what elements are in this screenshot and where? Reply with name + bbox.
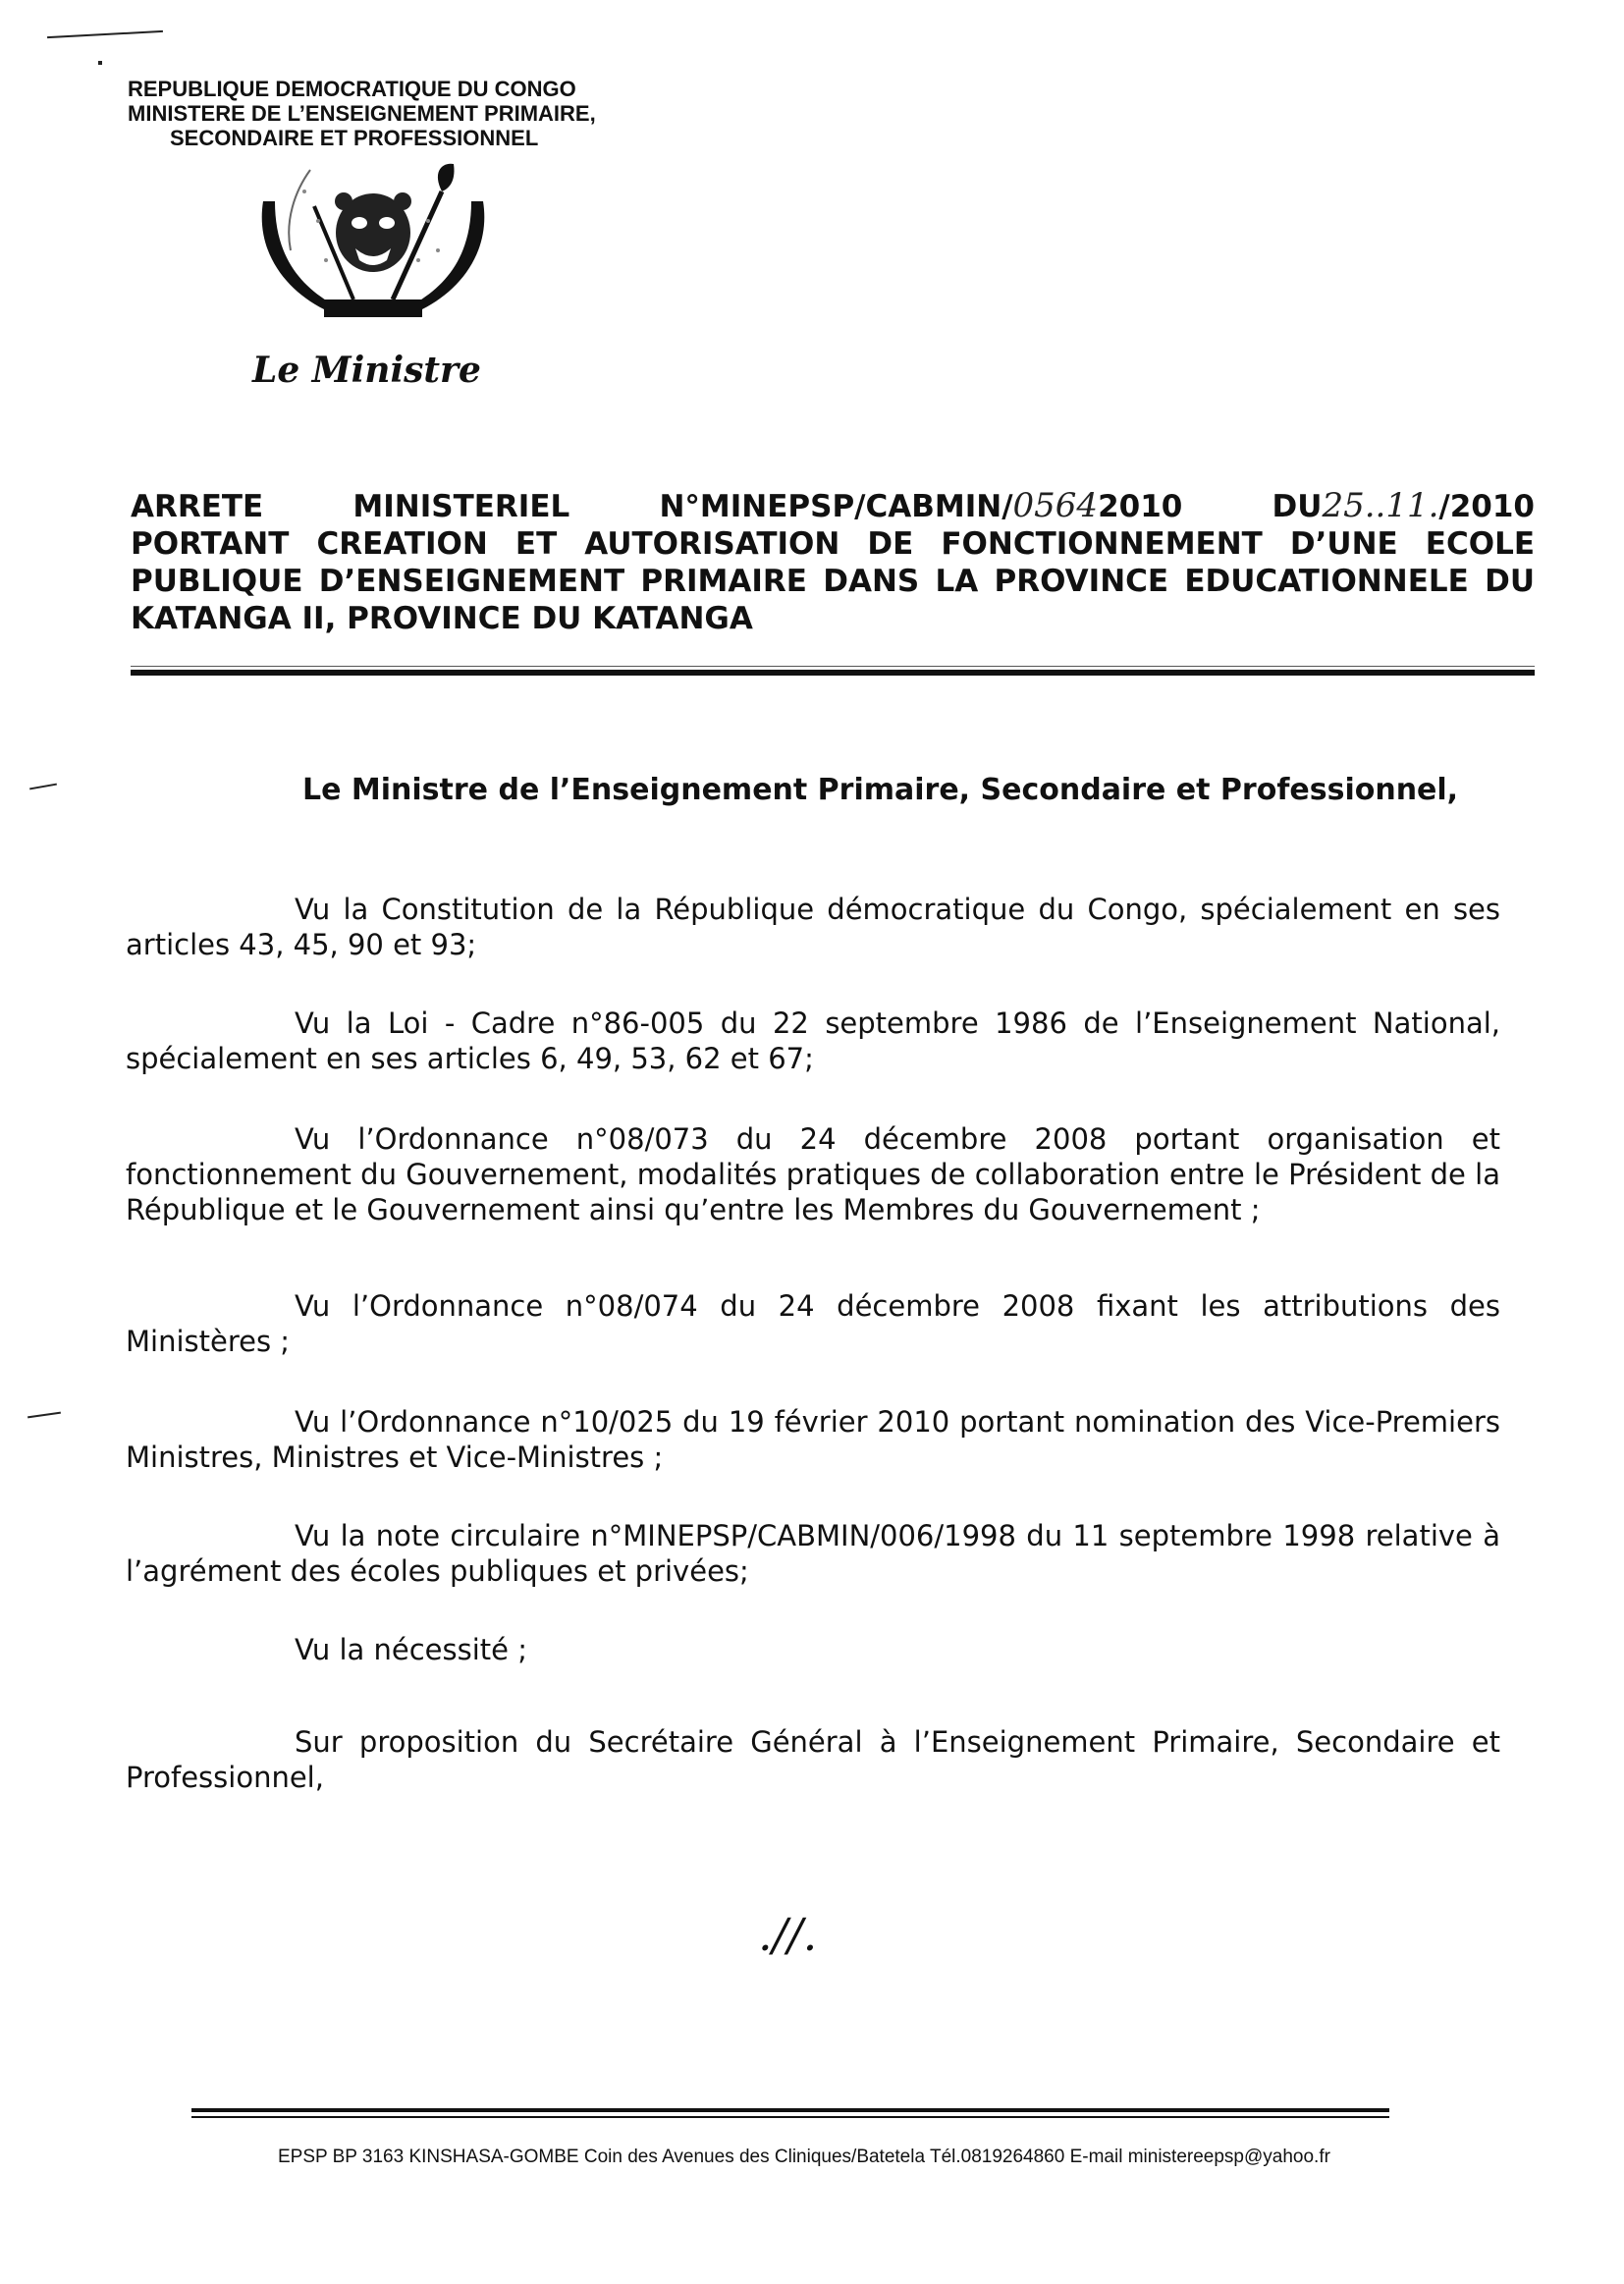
decree-title-line2: PORTANT CREATION ET AUTORISATION DE FONCTIONNEMENT D’UNE ECOLE (131, 526, 1535, 562)
recital-paragraph: Vu l’Ordonnance n°08/074 du 24 décembre 2008 fixant les attributions des Ministères ; (126, 1289, 1500, 1358)
decree-number: N°MINEPSP/CABMIN/05642010 (659, 486, 1183, 525)
scan-mark (47, 30, 163, 38)
recital-paragraph: Vu la note circulaire n°MINEPSP/CABMIN/006/1998 du 11 septembre 1998 relative à l’agrément des écoles publiques et privées; (126, 1519, 1500, 1588)
scan-mark (98, 61, 102, 65)
footer-divider-thin (191, 2116, 1389, 2118)
decree-title-line3: PUBLIQUE D’ENSEIGNEMENT PRIMAIRE DANS LA PROVINCE EDUCATIONNELE DU (131, 564, 1535, 599)
footer-divider (191, 2108, 1389, 2112)
scan-mark (27, 1412, 61, 1419)
title-divider (131, 670, 1535, 676)
recital-paragraph: Sur proposition du Secrétaire Général à l’Enseignement Primaire, Secondaire et Professionnel, (126, 1725, 1500, 1794)
letterhead-ministry: MINISTERE DE L’ENSEIGNEMENT PRIMAIRE, (128, 101, 596, 126)
recital-paragraph: Vu la Loi - Cadre n°86-005 du 22 septembre 1986 de l’Enseignement National, spécialement en ses articles 6, 49, 53, 62 et 67; (126, 1006, 1500, 1075)
decree-word-ministeriel: MINISTERIEL (352, 489, 570, 524)
title-divider-thin (131, 666, 1535, 667)
decree-date-handwritten: 25..11. (1322, 486, 1439, 525)
recital-paragraph: Vu l’Ordonnance n°08/073 du 24 décembre 2008 portant organisation et fonctionnement du Gouvernement, modalités pratiques de collaboration entre le Président de la République et le Gouvernement ainsi qu’entre les Membres du Gouvernement ; (126, 1122, 1500, 1226)
footer-contact: EPSP BP 3163 KINSHASA-GOMBE Coin des Avenues des Cliniques/Batetela Tél.0819264860 E-mail ministereepsp@yahoo.fr (278, 2147, 1330, 2167)
decree-word-arrete: ARRETE (131, 489, 264, 524)
decree-title-line4: KATANGA II, PROVINCE DU KATANGA (131, 601, 753, 636)
letterhead-ministry-cont: SECONDAIRE ET PROFESSIONNEL (170, 126, 539, 150)
leopard-coat-of-arms-icon (245, 162, 501, 339)
decree-title (131, 487, 1535, 637)
recital-paragraph: Vu l’Ordonnance n°10/025 du 19 février 2010 portant nomination des Vice-Premiers Ministres, Ministres et Vice-Ministres ; (126, 1405, 1500, 1474)
letterhead (128, 77, 596, 150)
decree-number-handwritten: 0564 (1012, 486, 1099, 525)
decree-title-line1 (131, 487, 1535, 525)
recital-paragraph: Vu la Constitution de la République démocratique du Congo, spécialement en ses articles 43, 45, 90 et 93; (126, 893, 1500, 961)
minister-heading: Le Ministre de l’Enseignement Primaire, Secondaire et Professionnel, (302, 773, 1459, 807)
page-continuation-mark: .//. (758, 1908, 818, 1961)
recital-paragraph: Vu la nécessité ; (295, 1633, 527, 1666)
signatory-office: Le Ministre (252, 350, 481, 391)
decree-date: DU25..11./2010 (1272, 486, 1535, 525)
scan-mark (29, 784, 57, 790)
letterhead-country: REPUBLIQUE DEMOCRATIQUE DU CONGO (128, 77, 576, 101)
